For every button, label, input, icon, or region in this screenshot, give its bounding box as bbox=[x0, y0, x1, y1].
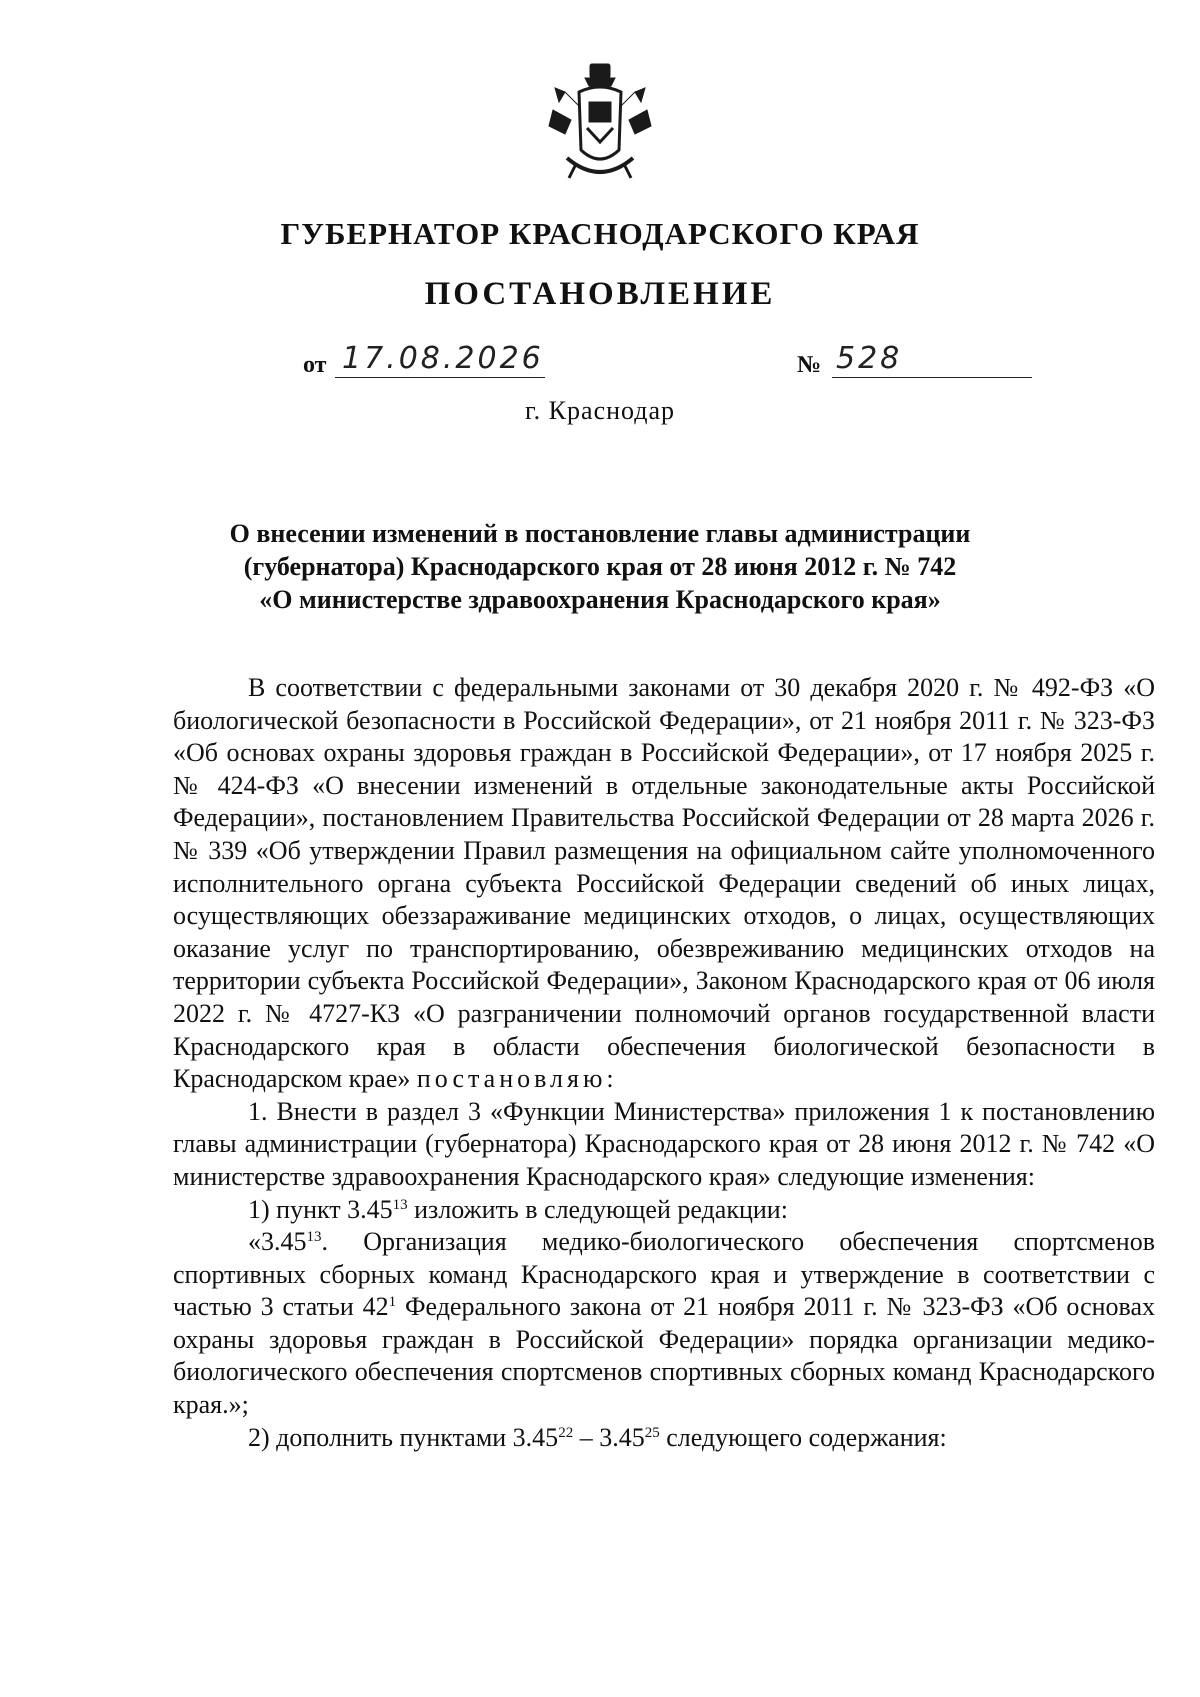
quote-middle: . Организация медико-биологического обеспечения спортсменов спортивных сборных команд Краснодарского края и утверждение в соответствии с частью 3 статьи 42 bbox=[173, 1227, 1155, 1322]
subitem-2-suffix: следующего содержания: bbox=[659, 1422, 947, 1452]
subitem-2-paragraph bbox=[173, 1422, 1155, 1455]
quote-end: Федерального закона от 21 ноября 2011 г. № 323-ФЗ «Об основах охраны здоровья граждан в Российской Федерации» порядка организации медико-биологического обеспечения спортсменов спортивных сборных команд Краснодарского края.»; bbox=[173, 1292, 1155, 1420]
quoted-clause-paragraph bbox=[173, 1226, 1155, 1422]
number-underline bbox=[832, 377, 1032, 378]
title-line-2: (губернатора) Краснодарского края от 28 июня 2012 г. № 742 bbox=[243, 552, 957, 581]
quote-superscript: 13 bbox=[306, 1229, 322, 1246]
date-underline bbox=[335, 377, 545, 378]
item-1-paragraph: 1. Внести в раздел 3 «Функции Министерства» приложения 1 к постановлению главы администрации (губернатора) Краснодарского края от 28 июня 2012 г. № 742 «О министерстве здравоохранения Краснодарского края» следующие изменения: bbox=[173, 1096, 1155, 1191]
date-label: от bbox=[303, 352, 327, 378]
handwritten-number: 528 bbox=[836, 341, 903, 376]
subitem-2-superscript-1: 22 bbox=[558, 1424, 574, 1441]
subitem-2-prefix: 2) дополнить пунктами 3.45 bbox=[248, 1422, 559, 1452]
subitem-2-superscript-2: 25 bbox=[644, 1424, 660, 1441]
resolve-word: постановляю: bbox=[416, 1064, 618, 1094]
document-body bbox=[173, 672, 1155, 1454]
issuing-authority: ГУБЕРНАТОР КРАСНОДАРСКОГО КРАЯ bbox=[280, 216, 920, 251]
title-line-1: О внесении изменений в постановление главы администрации bbox=[229, 519, 971, 548]
preamble-text: В соответствии с федеральными законами от 30 декабря 2020 г. № 492-ФЗ «О биологической безопасности в Российской Федерации», от 21 ноября 2011 г. № 323-ФЗ «Об основах охраны здоровья граждан в Российской Федерации», от 17 ноября 2025 г. № 424-ФЗ «О внесении изменений в отдельные законодательные акты Российской Федерации», постановлением Правительства Российской Федерации от 28 марта 2026 г. № 339 «Об утверждении Правил размещения на официальном сайте уполномоченного исполнительного органа субъекта Российской Федерации сведений об иных лицах, осуществляющих обеззараживание медицинских отходов, о лицах, осуществляющих оказание услуг по транспортированию, обезвреживанию медицинских отходов на территории субъекта Российской Федерации», Законом Краснодарского края от 06 июля 2022 г. № 4727-КЗ «О разграничении полномочий органов государственной власти Краснодарского края в области обеспечения биологической безопасности в Краснодарском крае» bbox=[173, 673, 1155, 1094]
number-label: № bbox=[797, 352, 822, 378]
subitem-1-prefix: 1) пункт 3.45 bbox=[248, 1194, 393, 1224]
subitem-1-paragraph bbox=[173, 1194, 1155, 1227]
title-line-3: «О министерстве здравоохранения Краснодарского края» bbox=[259, 585, 941, 614]
city-name: г. Краснодар bbox=[524, 396, 676, 425]
preamble-paragraph bbox=[173, 672, 1155, 1096]
quote-prefix: «3.45 bbox=[248, 1227, 307, 1257]
subitem-2-middle: – 3.45 bbox=[573, 1422, 645, 1452]
handwritten-date: 17.08.2026 bbox=[342, 341, 544, 376]
coat-of-arms-emblem bbox=[545, 62, 655, 192]
document-type: ПОСТАНОВЛЕНИЕ bbox=[424, 276, 776, 312]
quote-superscript-2: 1 bbox=[388, 1294, 397, 1311]
subitem-1-suffix: изложить в следующей редакции: bbox=[407, 1194, 788, 1224]
subitem-1-superscript: 13 bbox=[392, 1196, 408, 1213]
document-title bbox=[200, 517, 1000, 616]
